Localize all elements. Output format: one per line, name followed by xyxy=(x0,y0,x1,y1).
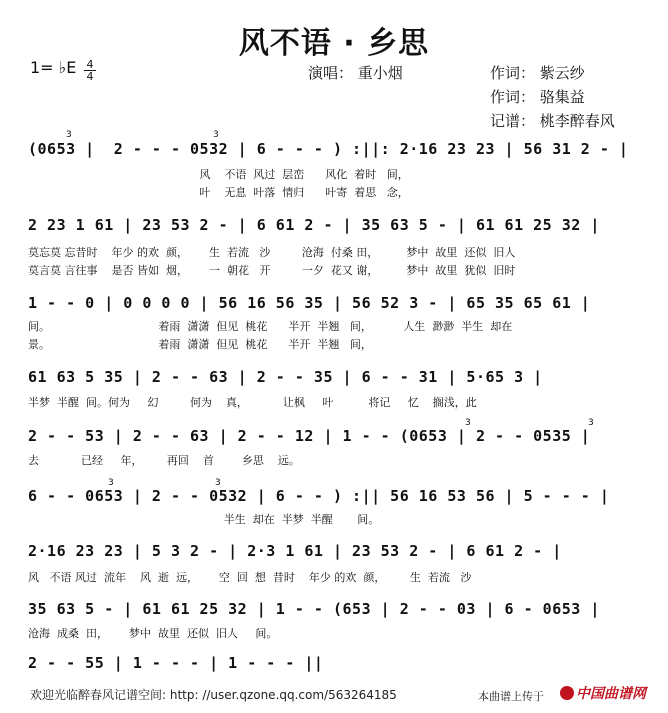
site-logo-icon xyxy=(560,686,574,700)
transcriber-credit: 记谱： 桃李醉春风 xyxy=(490,112,615,130)
triplet-mark: 3 xyxy=(213,130,219,140)
score-line: 1 - - 0 | 0 0 0 0 | 56 16 56 35 | 56 52 3 - | 65 35 65 61 | xyxy=(28,294,591,312)
triplet-mark: 3 xyxy=(108,478,114,488)
page-title: 风不语 · 乡思 xyxy=(238,26,430,61)
lyric-line: 去 已经 年， 再回 首 乡思 远。 xyxy=(28,454,300,467)
footer-uploaded: 本曲谱上传于 xyxy=(478,690,544,703)
lyricist-credit-1: 作词： 紫云纱 xyxy=(490,64,585,82)
score-line: 61 63 5 35 | 2 - - 63 | 2 - - 35 | 6 - - 31 | 5·65 3 | xyxy=(28,368,543,386)
lyric-line: 莫忘莫 忘昔时 年少 的欢 颜， 生 若流 沙 沧海 付桑 田， 梦中 故里 还似 旧人 xyxy=(28,246,516,259)
lyricist-credit-2: 作词： 骆集益 xyxy=(490,88,585,106)
time-signature-top: 4 xyxy=(84,59,96,71)
key-signature: 1= ♭E xyxy=(30,58,77,77)
time-signature xyxy=(84,59,96,82)
lyric-line: 沧海 成桑 田， 梦中 故里 还似 旧人 间。 xyxy=(28,627,278,640)
site-name: 中国曲谱网 xyxy=(576,686,646,702)
score-line: 2 - - 55 | 1 - - - | 1 - - - || xyxy=(28,654,324,672)
lyric-line: 莫言莫 言往事 是否 皆如 烟， 一 朝花 开 一夕 花又 谢， 梦中 故里 犹似 旧时 xyxy=(28,264,516,277)
lyric-line: 景。 着雨 潇潇 但见 桃花 半开 半翘 间， xyxy=(28,338,372,351)
score-line: 6 - - 0653 | 2 - - 0532 | 6 - - ) :|| 56 16 53 56 | 5 - - - | xyxy=(28,487,610,505)
singer-credit: 演唱： 重小烟 xyxy=(308,64,403,82)
time-signature-bottom: 4 xyxy=(86,70,94,83)
triplet-mark: 3 xyxy=(215,478,221,488)
footer-note: 欢迎光临醉春风记谱空间: http: //user.qzone.qq.com/563264185 xyxy=(30,688,397,702)
triplet-mark: 3 xyxy=(465,418,471,428)
lyric-line: 半梦 半醒 间。何为 幻 何为 真， 让枫 叶 将记 忆 搁浅，此 xyxy=(28,396,477,409)
score-line: 2 - - 53 | 2 - - 63 | 2 - - 12 | 1 - - (0653 | 2 - - 0535 | xyxy=(28,427,591,445)
lyric-line: 间。 着雨 潇潇 但见 桃花 半开 半翘 间， 人生 渺渺 半生 却在 xyxy=(28,320,513,333)
score-line: 35 63 5 - | 61 61 25 32 | 1 - - (653 | 2 - - 03 | 6 - 0653 | xyxy=(28,600,600,618)
site-logo xyxy=(560,683,646,703)
triplet-mark: 3 xyxy=(66,130,72,140)
score-line: 2 23 1 61 | 23 53 2 - | 6 61 2 - | 35 63 5 - | 61 61 25 32 | xyxy=(28,216,600,234)
lyric-line: 风 不语 风过 流年 风 逝 远， 空 回 想 昔时 年少 的欢 颜， 生 若流 沙 xyxy=(28,571,472,584)
lyric-line: 半生 却在 半梦 半醒 间。 xyxy=(28,513,380,526)
lyric-line: 风 不语 风过 层峦 风化 着时 间， xyxy=(28,168,409,181)
score-line: (0653 | 2 - - - 0532 | 6 - - - ) :||: 2·16 23 23 | 56 31 2 - | xyxy=(28,140,629,158)
score-line: 2·16 23 23 | 5 3 2 - | 2·3 1 61 | 23 53 2 - | 6 61 2 - | xyxy=(28,542,562,560)
lyric-line: 叶 无息 叶落 情归 叶寄 着思 念， xyxy=(28,186,409,199)
triplet-mark: 3 xyxy=(588,418,594,428)
